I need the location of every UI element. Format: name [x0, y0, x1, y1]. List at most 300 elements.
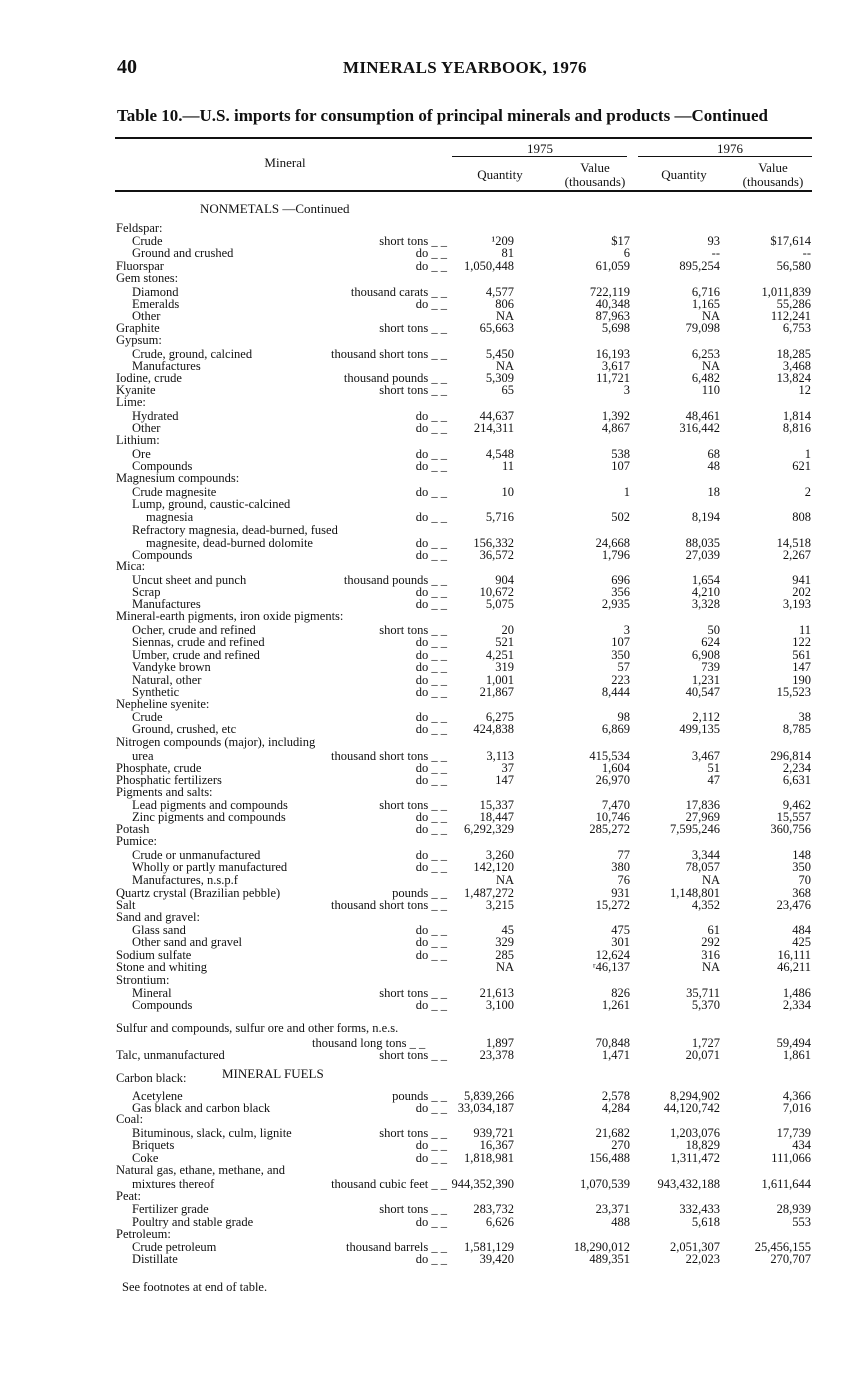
- row-unit: short tons _ _: [379, 1202, 447, 1216]
- row-label: magnesite, dead-burned dolomite: [146, 536, 313, 550]
- cell-value-1975: 70,848: [595, 1036, 630, 1050]
- row-unit: do _ _: [415, 536, 447, 550]
- table-row: [0, 1113, 847, 1126]
- header-value-line2: (thousands): [742, 174, 804, 189]
- header-year-1976: 1976: [717, 141, 743, 156]
- cell-quantity-1975: 5,716: [485, 510, 514, 524]
- table-row: [0, 1022, 847, 1035]
- cell-value-1975: 40,348: [595, 297, 630, 311]
- row-unit: do _ _: [415, 510, 447, 524]
- cell-value-1975: 23,371: [595, 1202, 630, 1216]
- cell-quantity-1976: 316,442: [679, 421, 720, 435]
- row-label: Lithium:: [116, 433, 160, 447]
- row-label: Mica:: [116, 559, 146, 573]
- cell-value-1976: 59,494: [776, 1036, 811, 1050]
- row-label: Siennas, crude and refined: [132, 635, 265, 649]
- cell-value-1975: 107: [611, 635, 630, 649]
- cell-value-1976: 16,111: [777, 948, 811, 962]
- row-unit: do _ _: [415, 648, 447, 662]
- cell-quantity-1976: 78,057: [685, 860, 720, 874]
- cell-value-1976: 484: [792, 923, 811, 937]
- row-label: Emeralds: [132, 297, 180, 311]
- row-unit: thousand short tons _ _: [331, 898, 447, 912]
- cell-value-1976: 296,814: [770, 749, 811, 763]
- cell-quantity-1975: 3,215: [485, 898, 514, 912]
- cell-value-1975: 10,746: [595, 810, 630, 824]
- cell-quantity-1975: NA: [495, 309, 514, 323]
- row-unit: do _ _: [415, 722, 447, 736]
- row-unit: do _ _: [415, 597, 447, 611]
- row-label: Crude: [132, 234, 163, 248]
- cell-value-1976: 190: [792, 673, 811, 687]
- row-label: Manufactures: [132, 359, 201, 373]
- cell-quantity-1975: 65,663: [479, 321, 514, 335]
- cell-quantity-1975: 16,367: [479, 1138, 514, 1152]
- row-label: Briquets: [132, 1138, 175, 1152]
- cell-quantity-1976: 5,618: [691, 1215, 720, 1229]
- cell-quantity-1975: 21,867: [479, 685, 514, 699]
- row-label: Other: [132, 421, 161, 435]
- row-label: Coal:: [116, 1112, 144, 1126]
- cell-value-1975: 76: [617, 873, 630, 887]
- row-unit: short tons _ _: [379, 798, 447, 812]
- row-label: Peat:: [116, 1189, 141, 1203]
- cell-value-1975: 489,351: [589, 1252, 630, 1266]
- cell-value-1976: 46,211: [777, 960, 811, 974]
- row-unit: thousand pounds _ _: [343, 371, 447, 385]
- cell-quantity-1976: 1,654: [691, 573, 720, 587]
- table-row: [0, 1164, 847, 1177]
- cell-quantity-1976: 22,023: [685, 1252, 720, 1266]
- cell-value-1975: 722,119: [589, 285, 630, 299]
- cell-quantity-1976: 6,908: [691, 648, 720, 662]
- cell-quantity-1975: 20: [501, 623, 514, 637]
- row-label: Compounds: [132, 459, 193, 473]
- cell-quantity-1975: 37: [501, 761, 514, 775]
- cell-value-1975: 7,470: [601, 798, 630, 812]
- row-label: Compounds: [132, 548, 193, 562]
- cell-value-1975: 475: [611, 923, 630, 937]
- row-label: Ground and crushed: [132, 246, 234, 260]
- row-label: urea: [132, 749, 154, 763]
- row-label: Gem stones:: [116, 271, 179, 285]
- cell-quantity-1975: 21,613: [479, 986, 514, 1000]
- cell-value-1976: 2,267: [782, 548, 811, 562]
- cell-quantity-1975: NA: [495, 359, 514, 373]
- header-quantity-1976: Quantity: [661, 167, 707, 182]
- row-label: Vandyke brown: [132, 660, 211, 674]
- cell-value-1975: 61,059: [595, 259, 630, 273]
- row-label: Crude, ground, calcined: [132, 347, 253, 361]
- cell-value-1976: 14,518: [776, 536, 811, 550]
- cell-value-1975: 15,272: [595, 898, 630, 912]
- cell-value-1976: 1,611,644: [761, 1177, 811, 1191]
- cell-quantity-1975: 5,450: [485, 347, 514, 361]
- cell-quantity-1975: 214,311: [473, 421, 514, 435]
- row-unit: do _ _: [415, 773, 447, 787]
- cell-value-1976: 15,523: [776, 685, 811, 699]
- cell-quantity-1975: 15,337: [479, 798, 514, 812]
- cell-value-1975: 931: [611, 886, 630, 900]
- row-label: Lead pigments and compounds: [132, 798, 288, 812]
- cell-quantity-1975: 6,292,329: [464, 822, 514, 836]
- cell-value-1975: 301: [611, 935, 630, 949]
- cell-quantity-1976: 44,120,742: [663, 1101, 720, 1115]
- cell-quantity-1976: 51: [707, 761, 720, 775]
- row-label: mixtures thereof: [132, 1177, 215, 1191]
- cell-quantity-1975: 4,251: [485, 648, 514, 662]
- cell-value-1975: 1,070,539: [580, 1177, 630, 1191]
- cell-quantity-1976: 8,294,902: [670, 1089, 720, 1103]
- cell-value-1976: 808: [792, 510, 811, 524]
- cell-value-1975: 1,261: [601, 998, 630, 1012]
- cell-quantity-1976: 739: [701, 660, 720, 674]
- cell-quantity-1976: 20,071: [685, 1048, 720, 1062]
- cell-quantity-1976: 35,711: [686, 986, 720, 1000]
- cell-quantity-1976: 48: [707, 459, 720, 473]
- table-row: [0, 334, 847, 347]
- cell-quantity-1975: 285: [495, 948, 514, 962]
- cell-value-1976: 112,241: [770, 309, 811, 323]
- row-unit: thousand pounds _ _: [343, 573, 447, 587]
- cell-quantity-1976: 6,482: [691, 371, 720, 385]
- cell-value-1975: 4,284: [601, 1101, 630, 1115]
- row-label: Scrap: [132, 585, 161, 599]
- row-unit: thousand cubic feet _ _: [331, 1177, 447, 1191]
- cell-value-1975: 1: [623, 485, 630, 499]
- row-unit: do _ _: [415, 710, 447, 724]
- cell-quantity-1975: 329: [495, 935, 514, 949]
- cell-quantity-1975: 1,897: [485, 1036, 514, 1050]
- cell-value-1976: 70: [798, 873, 811, 887]
- row-unit: thousand carats _ _: [350, 285, 447, 299]
- cell-quantity-1976: 110: [701, 383, 720, 397]
- cell-value-1976: $17,614: [770, 234, 811, 248]
- row-label: Potash: [116, 822, 150, 836]
- running-head: MINERALS YEARBOOK, 1976: [343, 58, 587, 77]
- cell-value-1975: 24,668: [595, 536, 630, 550]
- cell-value-1975: 18,290,012: [573, 1240, 630, 1254]
- cell-value-1975: 350: [611, 648, 630, 662]
- row-unit: short tons _ _: [379, 234, 447, 248]
- table-row: [0, 472, 847, 485]
- row-unit: short tons _ _: [379, 321, 447, 335]
- cell-value-1976: 202: [792, 585, 811, 599]
- cell-quantity-1976: 3,328: [691, 597, 720, 611]
- cell-value-1975: 98: [617, 710, 630, 724]
- cell-quantity-1975: 81: [501, 246, 514, 260]
- header-value-line2: (thousands): [564, 174, 626, 189]
- section-heading-nonmetals: NONMETALS —Continued: [200, 201, 350, 216]
- cell-quantity-1976: 2,051,307: [670, 1240, 720, 1254]
- row-label: Petroleum:: [116, 1227, 171, 1241]
- cell-value-1975: 6: [623, 246, 630, 260]
- cell-value-1976: 18,285: [776, 347, 811, 361]
- row-label: Feldspar:: [116, 221, 163, 235]
- row-label: Phosphatic fertilizers: [116, 773, 222, 787]
- cell-value-1975: 356: [611, 585, 630, 599]
- cell-quantity-1975: 1,050,448: [464, 259, 514, 273]
- cell-value-1976: 2: [804, 485, 811, 499]
- cell-quantity-1976: 4,352: [691, 898, 720, 912]
- cell-quantity-1976: 1,311,472: [670, 1151, 720, 1165]
- row-label: Ocher, crude and refined: [132, 623, 256, 637]
- cell-value-1976: 561: [792, 648, 811, 662]
- cell-quantity-1976: 4,210: [691, 585, 720, 599]
- cell-quantity-1975: 939,721: [473, 1126, 514, 1140]
- row-label: Magnesium compounds:: [116, 471, 240, 485]
- cell-value-1975: 696: [611, 573, 630, 587]
- cell-quantity-1976: NA: [701, 960, 720, 974]
- cell-value-1975: 3: [623, 623, 630, 637]
- row-unit: do _ _: [415, 822, 447, 836]
- row-label: Crude petroleum: [132, 1240, 217, 1254]
- cell-quantity-1976: 48,461: [685, 409, 720, 423]
- cell-value-1976: 13,824: [776, 371, 811, 385]
- table-row: [0, 1049, 847, 1062]
- cell-quantity-1976: NA: [701, 359, 720, 373]
- cell-quantity-1976: 93: [707, 234, 720, 248]
- cell-value-1976: 368: [792, 886, 811, 900]
- cell-quantity-1976: 18,829: [685, 1138, 720, 1152]
- cell-quantity-1976: 61: [707, 923, 720, 937]
- cell-value-1975: 488: [611, 1215, 630, 1229]
- cell-quantity-1975: 39,420: [479, 1252, 514, 1266]
- row-label: Natural, other: [132, 673, 202, 687]
- row-unit: thousand short tons _ _: [331, 347, 447, 361]
- cell-value-1976: 621: [792, 459, 811, 473]
- row-label: Kyanite: [116, 383, 156, 397]
- cell-value-1976: 1,011,839: [761, 285, 811, 299]
- table-row: [0, 610, 847, 623]
- cell-value-1976: 4,366: [782, 1089, 811, 1103]
- cell-value-1976: 12: [798, 383, 811, 397]
- cell-quantity-1976: NA: [701, 873, 720, 887]
- cell-quantity-1975: 1,487,272: [464, 886, 514, 900]
- row-label: Natural gas, ethane, methane, and: [116, 1163, 286, 1177]
- cell-value-1976: 25,456,155: [754, 1240, 811, 1254]
- cell-quantity-1975: 944,352,390: [451, 1177, 514, 1191]
- cell-quantity-1975: 4,548: [485, 447, 514, 461]
- cell-quantity-1975: NA: [495, 873, 514, 887]
- cell-value-1976: 3,193: [782, 597, 811, 611]
- cell-value-1975: 8,444: [601, 685, 630, 699]
- cell-quantity-1975: 142,120: [473, 860, 514, 874]
- row-unit: short tons _ _: [379, 986, 447, 1000]
- row-unit: do _ _: [415, 685, 447, 699]
- row-label: Coke: [132, 1151, 159, 1165]
- header-mineral: Mineral: [264, 155, 306, 170]
- row-unit: pounds _ _: [392, 886, 447, 900]
- cell-value-1976: 1,861: [782, 1048, 811, 1062]
- page-number: 40: [117, 56, 137, 78]
- table-row: [0, 1072, 847, 1085]
- row-label: Fluorspar: [116, 259, 164, 273]
- cell-quantity-1976: 624: [701, 635, 720, 649]
- row-unit: do _ _: [415, 246, 447, 260]
- cell-value-1976: 434: [792, 1138, 811, 1152]
- row-unit: do _ _: [415, 810, 447, 824]
- row-unit: do _ _: [415, 948, 447, 962]
- cell-value-1975: 270: [611, 1138, 630, 1152]
- cell-quantity-1976: 332,433: [679, 1202, 720, 1216]
- cell-value-1976: --: [802, 246, 811, 260]
- cell-quantity-1976: 1,203,076: [670, 1126, 720, 1140]
- cell-quantity-1975: 3,113: [486, 749, 514, 763]
- cell-quantity-1976: 79,098: [685, 321, 720, 335]
- cell-value-1975: 6,869: [601, 722, 630, 736]
- row-label: Gas black and carbon black: [132, 1101, 271, 1115]
- cell-value-1975: 107: [611, 459, 630, 473]
- row-label: Pigments and salts:: [116, 785, 213, 799]
- cell-value-1975: 502: [611, 510, 630, 524]
- cell-value-1975: 4,867: [601, 421, 630, 435]
- cell-quantity-1976: 68: [707, 447, 720, 461]
- cell-value-1975: 16,193: [595, 347, 630, 361]
- cell-quantity-1975: 319: [495, 660, 514, 674]
- cell-value-1975: 21,682: [595, 1126, 630, 1140]
- cell-quantity-1975: 6,275: [485, 710, 514, 724]
- row-unit: short tons _ _: [379, 383, 447, 397]
- cell-quantity-1975: 45: [501, 923, 514, 937]
- cell-value-1975: 57: [617, 660, 630, 674]
- cell-quantity-1975: 65: [501, 383, 514, 397]
- row-label: Wholly or partly manufactured: [132, 860, 288, 874]
- cell-quantity-1976: 3,467: [691, 749, 720, 763]
- row-label: Refractory magnesia, dead-burned, fused: [132, 523, 338, 537]
- row-unit: pounds _ _: [392, 1089, 447, 1103]
- cell-quantity-1975: 283,732: [473, 1202, 514, 1216]
- cell-value-1976: 38: [798, 710, 811, 724]
- cell-value-1976: 122: [792, 635, 811, 649]
- row-label: Other: [132, 309, 161, 323]
- row-unit: do _ _: [415, 761, 447, 775]
- cell-quantity-1976: 292: [701, 935, 720, 949]
- cell-quantity-1975: 11: [501, 459, 514, 473]
- cell-quantity-1975: 5,075: [485, 597, 514, 611]
- cell-value-1975: 2,935: [601, 597, 630, 611]
- row-label: Poultry and stable grade: [132, 1215, 254, 1229]
- cell-quantity-1975: 904: [495, 573, 514, 587]
- cell-quantity-1976: 50: [707, 623, 720, 637]
- cell-quantity-1976: 1,727: [691, 1036, 720, 1050]
- cell-value-1976: 148: [792, 848, 811, 862]
- cell-value-1976: 6,753: [782, 321, 811, 335]
- cell-value-1976: 350: [792, 860, 811, 874]
- row-unit: thousand short tons _ _: [331, 749, 447, 763]
- header-quantity-1975: Quantity: [477, 167, 523, 182]
- row-unit: do _ _: [415, 259, 447, 273]
- cell-value-1975: 285,272: [589, 822, 630, 836]
- row-label: Glass sand: [132, 923, 186, 937]
- cell-quantity-1976: 895,254: [679, 259, 720, 273]
- cell-value-1976: 23,476: [776, 898, 811, 912]
- cell-value-1976: 1,486: [782, 986, 811, 1000]
- cell-value-1976: 55,286: [776, 297, 811, 311]
- cell-value-1975: 77: [617, 848, 630, 862]
- cell-value-1975: 1,604: [601, 761, 630, 775]
- table-row: [0, 560, 847, 573]
- cell-quantity-1976: 18: [707, 485, 720, 499]
- cell-quantity-1976: 1,165: [691, 297, 720, 311]
- cell-quantity-1976: 316: [701, 948, 720, 962]
- cell-quantity-1976: 1,231: [691, 673, 720, 687]
- row-label: Mineral: [132, 986, 172, 1000]
- row-label: magnesia: [146, 510, 194, 524]
- row-label: Acetylene: [132, 1089, 183, 1103]
- header-value-line1: Value: [758, 160, 788, 175]
- cell-value-1976: 28,939: [776, 1202, 811, 1216]
- cell-value-1975: 380: [611, 860, 630, 874]
- cell-value-1975: 3,617: [601, 359, 630, 373]
- cell-value-1976: 56,580: [776, 259, 811, 273]
- row-label: Gypsum:: [116, 333, 162, 347]
- cell-value-1976: 941: [792, 573, 811, 587]
- row-label: Mineral-earth pigments, iron oxide pigments:: [116, 609, 344, 623]
- row-label: Carbon black:: [116, 1071, 187, 1085]
- row-unit: do _ _: [415, 860, 447, 874]
- cell-quantity-1976: 1,148,801: [670, 886, 720, 900]
- table-row: [0, 835, 847, 848]
- row-label: Fertilizer grade: [132, 1202, 209, 1216]
- row-label: Uncut sheet and punch: [132, 573, 247, 587]
- cell-value-1976: 8,785: [782, 722, 811, 736]
- row-label: Crude: [132, 710, 163, 724]
- row-unit: do _ _: [415, 447, 447, 461]
- row-unit: do _ _: [415, 923, 447, 937]
- row-label: Phosphate, crude: [116, 761, 202, 775]
- table-row: [0, 396, 847, 409]
- row-unit: short tons _ _: [379, 1048, 447, 1062]
- cell-value-1976: 9,462: [782, 798, 811, 812]
- row-label: Strontium:: [116, 973, 170, 987]
- cell-quantity-1975: 18,447: [479, 810, 514, 824]
- cell-value-1976: 147: [792, 660, 811, 674]
- row-unit: do _ _: [415, 459, 447, 473]
- row-unit: do _ _: [415, 485, 447, 499]
- row-label: Crude or unmanufactured: [132, 848, 261, 862]
- cell-quantity-1976: 47: [707, 773, 720, 787]
- cell-value-1975: ʳ46,137: [592, 960, 630, 974]
- row-unit: do _ _: [415, 1252, 447, 1266]
- row-label: Manufactures: [132, 597, 201, 611]
- row-unit: thousand long tons _ _: [312, 1036, 426, 1050]
- row-unit: do _ _: [415, 660, 447, 674]
- row-label: Distillate: [132, 1252, 178, 1266]
- cell-value-1975: 2,578: [601, 1089, 630, 1103]
- cell-value-1976: 270,707: [770, 1252, 811, 1266]
- cell-value-1976: 7,016: [782, 1101, 811, 1115]
- row-unit: do _ _: [415, 585, 447, 599]
- cell-value-1975: 156,488: [589, 1151, 630, 1165]
- cell-value-1975: 415,534: [589, 749, 630, 763]
- row-label: Lime:: [116, 395, 146, 409]
- cell-value-1975: 1,392: [601, 409, 630, 423]
- cell-quantity-1975: 521: [495, 635, 514, 649]
- cell-quantity-1976: 6,253: [691, 347, 720, 361]
- cell-value-1975: 538: [611, 447, 630, 461]
- table-title: Table 10.—U.S. imports for consumption of principal minerals and products —Continued: [117, 106, 768, 125]
- row-unit: do _ _: [415, 297, 447, 311]
- footnote-reference: See footnotes at end of table.: [122, 1280, 268, 1294]
- row-unit: do _ _: [415, 935, 447, 949]
- row-unit: short tons _ _: [379, 1126, 447, 1140]
- table-row: [0, 272, 847, 285]
- cell-value-1976: 1: [804, 447, 811, 461]
- row-label: Hydrated: [132, 409, 179, 423]
- row-label: Diamond: [132, 285, 179, 299]
- row-label: Manufactures, n.s.p.f: [132, 873, 238, 887]
